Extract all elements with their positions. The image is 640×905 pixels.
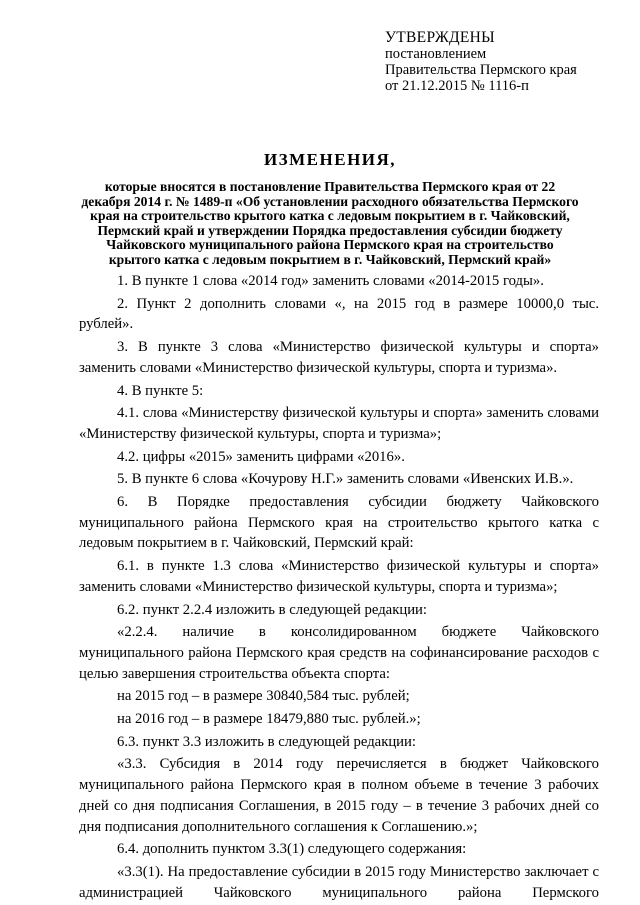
- approval-stamp: [385, 30, 577, 94]
- paragraph: «3.3(1). На предоставление субсидии в 2015 году Министерство заключает с администрацией Чайковского муниципального района Пермского: [79, 863, 599, 901]
- paragraph: «2.2.4. наличие в консолидированном бюджете Чайковского муниципального района Пермского края средств на софинансирование расходов с целью завершения строительства объекта спорта:: [79, 624, 599, 682]
- title-subtitle: которые вносятся в постановление Правительства Пермского края от 22 декабря 2014 г. № 1489-п «Об установлении расходного обязательства Пермского края на строительство крытого катка с ледовым покрытием в г. Чайковский, Пермский край и утверждении Порядка предоставления субсидии бюджету Чайковского муниципального района Пермского края на строительство крытого катка с ледовым покрытием в г. Чайковский, Пермский край»: [81, 179, 579, 267]
- paragraph: 6.2. пункт 2.2.4 изложить в следующей редакции:: [117, 601, 428, 618]
- paragraph: «3.3. Субсидия в 2014 году перечисляется в бюджет Чайковского муниципального района Пермского края в полном объеме в течение 3 рабочих дней со дня подписания Соглашения, в 2015 году – в течение 3 рабочих дней со дня подписания дополнительного соглашения к Соглашению.»;: [79, 756, 599, 835]
- paragraph: на 2015 год – в размере 30840,584 тыс. рублей;: [117, 688, 410, 705]
- approval-line: постановлением: [385, 46, 487, 62]
- paragraph: 6. В Порядке предоставления субсидии бюджету Чайковского муниципального района Пермского края на строительство крытого катка с ледовым покрытием в г. Чайковский, Пермский край:: [79, 494, 599, 552]
- paragraph: 4. В пункте 5:: [117, 382, 204, 399]
- paragraph: 4.2. цифры «2015» заменить цифрами «2016».: [117, 448, 405, 465]
- paragraph: 1. В пункте 1 слова «2014 год» заменить словами «2014-2015 годы».: [117, 273, 544, 289]
- document-body: [79, 271, 599, 905]
- paragraph: 3. В пункте 3 слова «Министерство физической культуры и спорта» заменить словами «Министерство физической культуры, спорта и туризма».: [79, 339, 599, 376]
- title-main: ИЗМЕНЕНИЯ,: [263, 150, 397, 169]
- paragraph: 4.1. слова «Министерству физической культуры и спорта» заменить словами «Министерству физической культуры, спорта и туризма»;: [79, 405, 599, 442]
- paragraph: 6.1. в пункте 1.3 слова «Министерство физической культуры и спорта» заменить словами «Министерство физической культуры, спорта и туризма»;: [79, 558, 599, 595]
- approval-line: Правительства Пермского края: [385, 62, 577, 78]
- paragraph: 6.4. дополнить пунктом 3.3(1) следующего содержания:: [117, 841, 467, 858]
- paragraph: 6.3. пункт 3.3 изложить в следующей редакции:: [117, 733, 416, 750]
- paragraph: на 2016 год – в размере 18479,880 тыс. рублей.»;: [117, 711, 421, 728]
- document-title: [80, 150, 580, 268]
- paragraph: 5. В пункте 6 слова «Кочурову Н.Г.» заменить словами «Ивенских И.В.».: [117, 471, 574, 488]
- approval-date-number: от 21.12.2015 № 1116-п: [385, 78, 529, 94]
- paragraph: 2. Пункт 2 дополнить словами «, на 2015 год в размере 10000,0 тыс. рублей».: [79, 295, 599, 333]
- approval-heading: УТВЕРЖДЕНЫ: [385, 29, 495, 46]
